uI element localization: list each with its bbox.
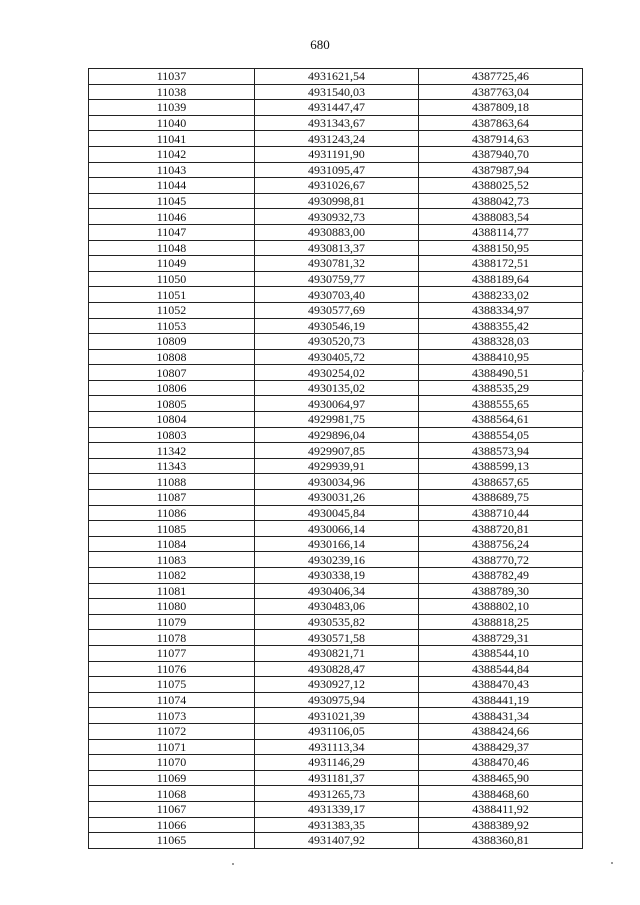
table-row (89, 786, 583, 802)
point-number-cell: 11070 (89, 755, 255, 771)
y-coordinate-cell: 4388411,92 (419, 801, 583, 817)
y-coordinate-cell: 4388025,52 (419, 178, 583, 194)
table-row (89, 302, 583, 318)
y-coordinate-cell: 4388172,51 (419, 256, 583, 272)
table-row (89, 256, 583, 272)
y-coordinate-cell: 4388334,97 (419, 302, 583, 318)
table-row (89, 568, 583, 584)
x-coordinate-cell: 4930546,19 (255, 318, 419, 334)
table-row (89, 271, 583, 287)
x-coordinate-cell: 4931113,34 (255, 739, 419, 755)
point-number-cell: 11076 (89, 661, 255, 677)
table-row (89, 474, 583, 490)
point-number-cell: 11048 (89, 240, 255, 256)
point-number-cell: 11067 (89, 801, 255, 817)
y-coordinate-cell: 4388782,49 (419, 568, 583, 584)
table-row (89, 427, 583, 443)
point-number-cell: 11050 (89, 271, 255, 287)
x-coordinate-cell: 4931540,03 (255, 84, 419, 100)
y-coordinate-cell: 4388233,02 (419, 287, 583, 303)
y-coordinate-cell: 4387987,94 (419, 162, 583, 178)
point-number-cell: 11044 (89, 178, 255, 194)
y-coordinate-cell: 4388599,13 (419, 458, 583, 474)
y-coordinate-cell: 4388710,44 (419, 505, 583, 521)
y-coordinate-cell: 4387763,04 (419, 84, 583, 100)
x-coordinate-cell: 4930828,47 (255, 661, 419, 677)
point-number-cell: 11051 (89, 287, 255, 303)
point-number-cell: 11052 (89, 302, 255, 318)
y-coordinate-cell: 4388150,95 (419, 240, 583, 256)
table-row (89, 412, 583, 428)
x-coordinate-cell: 4929896,04 (255, 427, 419, 443)
x-coordinate-cell: 4930483,06 (255, 599, 419, 615)
point-number-cell: 11038 (89, 84, 255, 100)
x-coordinate-cell: 4931095,47 (255, 162, 419, 178)
table-row (89, 708, 583, 724)
point-number-cell: 11068 (89, 786, 255, 802)
y-coordinate-cell: 4388554,05 (419, 427, 583, 443)
table-row (89, 365, 583, 381)
x-coordinate-cell: 4931021,39 (255, 708, 419, 724)
table-row (89, 645, 583, 661)
x-coordinate-cell: 4930535,82 (255, 614, 419, 630)
y-coordinate-cell: 4388789,30 (419, 583, 583, 599)
x-coordinate-cell: 4931243,24 (255, 131, 419, 147)
x-coordinate-cell: 4931621,54 (255, 69, 419, 85)
coordinates-table (88, 68, 583, 849)
y-coordinate-cell: 4388441,19 (419, 692, 583, 708)
table-row (89, 755, 583, 771)
scan-speck (232, 863, 234, 865)
point-number-cell: 11045 (89, 193, 255, 209)
y-coordinate-cell: 4388818,25 (419, 614, 583, 630)
point-number-cell: 11073 (89, 708, 255, 724)
point-number-cell: 11040 (89, 115, 255, 131)
x-coordinate-cell: 4930254,02 (255, 365, 419, 381)
table-row (89, 677, 583, 693)
point-number-cell: 11046 (89, 209, 255, 225)
table-row (89, 349, 583, 365)
y-coordinate-cell: 4388564,61 (419, 412, 583, 428)
point-number-cell: 11082 (89, 568, 255, 584)
x-coordinate-cell: 4930031,26 (255, 490, 419, 506)
table-row (89, 100, 583, 116)
table-row (89, 536, 583, 552)
y-coordinate-cell: 4387863,64 (419, 115, 583, 131)
x-coordinate-cell: 4930045,84 (255, 505, 419, 521)
x-coordinate-cell: 4931191,90 (255, 146, 419, 162)
table-row (89, 318, 583, 334)
x-coordinate-cell: 4930406,34 (255, 583, 419, 599)
x-coordinate-cell: 4930405,72 (255, 349, 419, 365)
x-coordinate-cell: 4930066,14 (255, 521, 419, 537)
point-number-cell: 10808 (89, 349, 255, 365)
x-coordinate-cell: 4931407,92 (255, 833, 419, 849)
table-row (89, 146, 583, 162)
point-number-cell: 11088 (89, 474, 255, 490)
point-number-cell: 11042 (89, 146, 255, 162)
point-number-cell: 11086 (89, 505, 255, 521)
point-number-cell: 11037 (89, 69, 255, 85)
y-coordinate-cell: 4388770,72 (419, 552, 583, 568)
table-row (89, 396, 583, 412)
point-number-cell: 11075 (89, 677, 255, 693)
table-row (89, 224, 583, 240)
table-row (89, 69, 583, 85)
x-coordinate-cell: 4931106,05 (255, 723, 419, 739)
point-number-cell: 11069 (89, 770, 255, 786)
x-coordinate-cell: 4931383,35 (255, 817, 419, 833)
table-row (89, 599, 583, 615)
table-row (89, 552, 583, 568)
y-coordinate-cell: 4388470,46 (419, 755, 583, 771)
point-number-cell: 11049 (89, 256, 255, 272)
x-coordinate-cell: 4930338,19 (255, 568, 419, 584)
y-coordinate-cell: 4387725,46 (419, 69, 583, 85)
y-coordinate-cell: 4388657,65 (419, 474, 583, 490)
point-number-cell: 11079 (89, 614, 255, 630)
table-row (89, 833, 583, 849)
x-coordinate-cell: 4930520,73 (255, 334, 419, 350)
coordinates-table-body (89, 69, 583, 849)
y-coordinate-cell: 4388720,81 (419, 521, 583, 537)
y-coordinate-cell: 4388468,60 (419, 786, 583, 802)
x-coordinate-cell: 4930703,40 (255, 287, 419, 303)
y-coordinate-cell: 4387914,63 (419, 131, 583, 147)
table-row (89, 115, 583, 131)
x-coordinate-cell: 4930166,14 (255, 536, 419, 552)
table-row (89, 443, 583, 459)
table-row (89, 162, 583, 178)
y-coordinate-cell: 4388555,65 (419, 396, 583, 412)
x-coordinate-cell: 4930034,96 (255, 474, 419, 490)
table-row (89, 490, 583, 506)
table-row (89, 661, 583, 677)
point-number-cell: 10803 (89, 427, 255, 443)
point-number-cell: 11342 (89, 443, 255, 459)
table-row (89, 583, 583, 599)
table-row (89, 209, 583, 225)
point-number-cell: 10807 (89, 365, 255, 381)
table-row (89, 131, 583, 147)
x-coordinate-cell: 4930927,12 (255, 677, 419, 693)
y-coordinate-cell: 4388389,92 (419, 817, 583, 833)
x-coordinate-cell: 4931265,73 (255, 786, 419, 802)
x-coordinate-cell: 4930064,97 (255, 396, 419, 412)
point-number-cell: 10804 (89, 412, 255, 428)
table-row (89, 505, 583, 521)
y-coordinate-cell: 4388802,10 (419, 599, 583, 615)
x-coordinate-cell: 4930759,77 (255, 271, 419, 287)
x-coordinate-cell: 4929939,91 (255, 458, 419, 474)
point-number-cell: 11081 (89, 583, 255, 599)
y-coordinate-cell: 4388535,29 (419, 380, 583, 396)
table-row (89, 817, 583, 833)
point-number-cell: 10806 (89, 380, 255, 396)
x-coordinate-cell: 4930932,73 (255, 209, 419, 225)
y-coordinate-cell: 4388689,75 (419, 490, 583, 506)
point-number-cell: 11039 (89, 100, 255, 116)
y-coordinate-cell: 4388729,31 (419, 630, 583, 646)
table-row (89, 770, 583, 786)
point-number-cell: 11080 (89, 599, 255, 615)
y-coordinate-cell: 4388470,43 (419, 677, 583, 693)
point-number-cell: 11053 (89, 318, 255, 334)
x-coordinate-cell: 4930571,58 (255, 630, 419, 646)
y-coordinate-cell: 4388544,10 (419, 645, 583, 661)
y-coordinate-cell: 4388465,90 (419, 770, 583, 786)
y-coordinate-cell: 4388189,64 (419, 271, 583, 287)
y-coordinate-cell: 4388429,37 (419, 739, 583, 755)
table-row (89, 458, 583, 474)
y-coordinate-cell: 4388544,84 (419, 661, 583, 677)
table-row (89, 521, 583, 537)
table-row (89, 739, 583, 755)
y-coordinate-cell: 4388042,73 (419, 193, 583, 209)
point-number-cell: 11071 (89, 739, 255, 755)
page-number: 680 (310, 37, 330, 52)
x-coordinate-cell: 4930577,69 (255, 302, 419, 318)
point-number-cell: 11074 (89, 692, 255, 708)
x-coordinate-cell: 4930781,32 (255, 256, 419, 272)
x-coordinate-cell: 4930883,00 (255, 224, 419, 240)
y-coordinate-cell: 4388360,81 (419, 833, 583, 849)
y-coordinate-cell: 4388490,51 (419, 365, 583, 381)
point-number-cell: 11043 (89, 162, 255, 178)
x-coordinate-cell: 4931339,17 (255, 801, 419, 817)
table-row (89, 801, 583, 817)
x-coordinate-cell: 4930135,02 (255, 380, 419, 396)
x-coordinate-cell: 4930975,94 (255, 692, 419, 708)
x-coordinate-cell: 4930998,81 (255, 193, 419, 209)
x-coordinate-cell: 4931181,37 (255, 770, 419, 786)
point-number-cell: 11065 (89, 833, 255, 849)
point-number-cell: 11084 (89, 536, 255, 552)
point-number-cell: 10809 (89, 334, 255, 350)
y-coordinate-cell: 4388756,24 (419, 536, 583, 552)
table-row (89, 380, 583, 396)
table-row (89, 630, 583, 646)
table-row (89, 723, 583, 739)
y-coordinate-cell: 4388328,03 (419, 334, 583, 350)
scan-speck (611, 862, 613, 864)
table-row (89, 240, 583, 256)
x-coordinate-cell: 4929907,85 (255, 443, 419, 459)
y-coordinate-cell: 4388573,94 (419, 443, 583, 459)
x-coordinate-cell: 4931343,67 (255, 115, 419, 131)
point-number-cell: 11072 (89, 723, 255, 739)
point-number-cell: 11041 (89, 131, 255, 147)
y-coordinate-cell: 4388424,66 (419, 723, 583, 739)
point-number-cell: 11047 (89, 224, 255, 240)
x-coordinate-cell: 4930813,37 (255, 240, 419, 256)
point-number-cell: 11085 (89, 521, 255, 537)
table-row (89, 692, 583, 708)
table-row (89, 334, 583, 350)
y-coordinate-cell: 4388114,77 (419, 224, 583, 240)
point-number-cell: 10805 (89, 396, 255, 412)
point-number-cell: 11083 (89, 552, 255, 568)
x-coordinate-cell: 4930239,16 (255, 552, 419, 568)
scan-speck (582, 370, 584, 372)
point-number-cell: 11077 (89, 645, 255, 661)
point-number-cell: 11087 (89, 490, 255, 506)
point-number-cell: 11343 (89, 458, 255, 474)
y-coordinate-cell: 4388083,54 (419, 209, 583, 225)
table-row (89, 84, 583, 100)
table-row (89, 193, 583, 209)
x-coordinate-cell: 4931447,47 (255, 100, 419, 116)
point-number-cell: 11066 (89, 817, 255, 833)
table-row (89, 614, 583, 630)
y-coordinate-cell: 4387940,70 (419, 146, 583, 162)
y-coordinate-cell: 4387809,18 (419, 100, 583, 116)
point-number-cell: 11078 (89, 630, 255, 646)
table-row (89, 287, 583, 303)
x-coordinate-cell: 4931026,67 (255, 178, 419, 194)
x-coordinate-cell: 4929981,75 (255, 412, 419, 428)
x-coordinate-cell: 4931146,29 (255, 755, 419, 771)
y-coordinate-cell: 4388355,42 (419, 318, 583, 334)
y-coordinate-cell: 4388410,95 (419, 349, 583, 365)
x-coordinate-cell: 4930821,71 (255, 645, 419, 661)
table-row (89, 178, 583, 194)
y-coordinate-cell: 4388431,34 (419, 708, 583, 724)
